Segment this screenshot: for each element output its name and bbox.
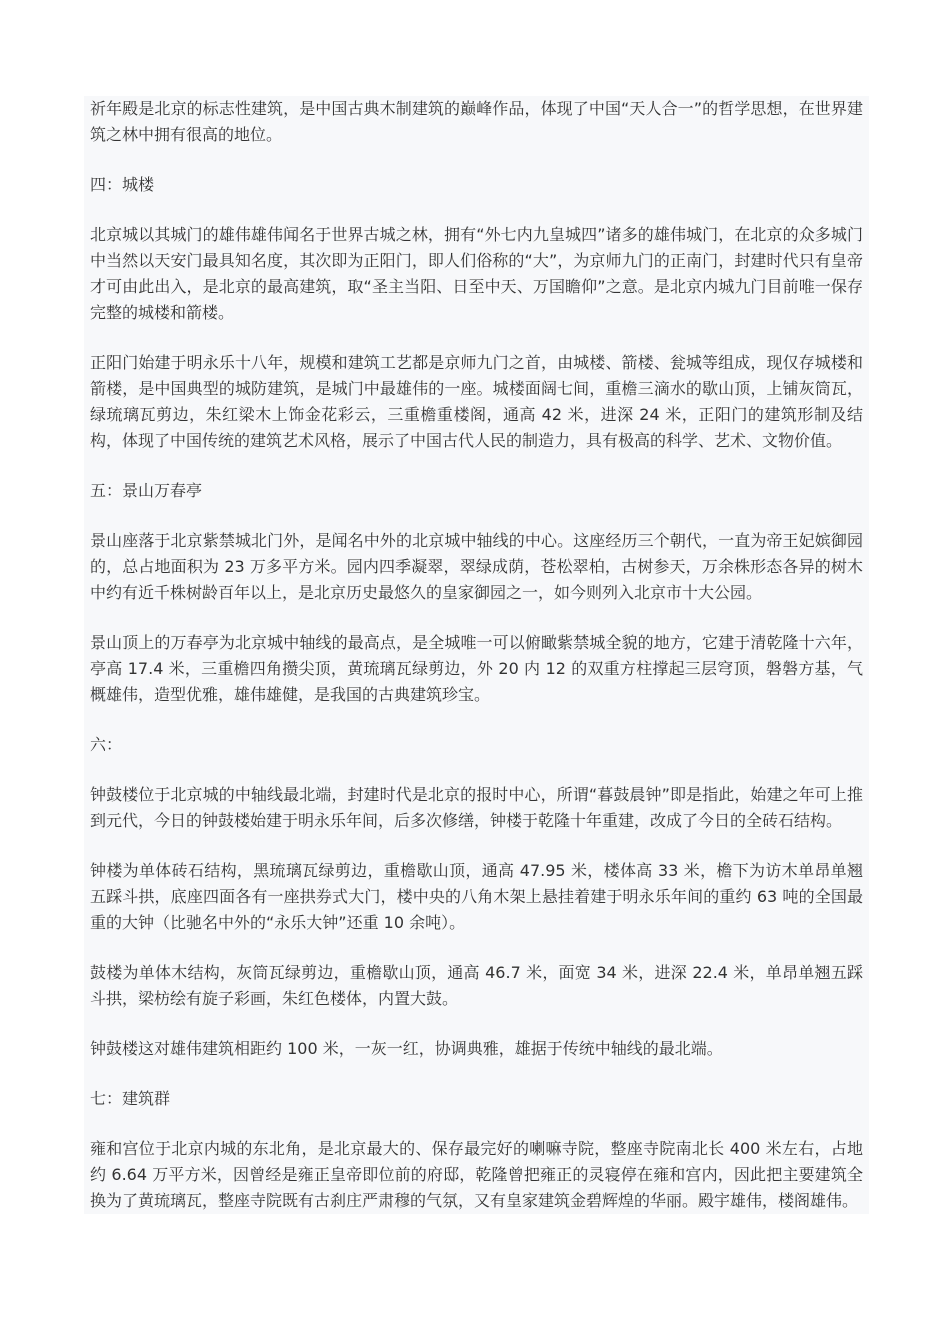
paragraph-qiniandian-intro: 祈年殿是北京的标志性建筑，是中国古典木制建筑的巅峰作品，体现了中国“天人合一”的哲学思想，在世界建筑之林中拥有很高的地位。: [90, 99, 863, 144]
paragraph-jingshan: 景山座落于北京紫禁城北门外，是闻名中外的北京城中轴线的中心。这座经历三个朝代，一直为帝王妃嫔御园的，总占地面积为 23 万多平方米。园内四季凝翠，翠绿成荫，苍松翠柏，古树参天，万余株形态各异的树木中约有近千株树龄百年以上，是北京历史最悠久的皇家御园之一，如今则列入北京市十大公园。: [90, 531, 863, 602]
section-heading-chenglou: 四：城楼: [90, 175, 155, 194]
paragraph-zhengyangmen: 正阳门始建于明永乐十八年，规模和建筑工艺都是京师九门之首，由城楼、箭楼、瓮城等组成，现仅存城楼和箭楼，是中国典型的城防建筑，是城门中最雄伟的一座。城楼面阔七间，重檐三滴水的歇山顶，上铺灰筒瓦，绿琉璃瓦剪边，朱红梁木上饰金花彩云，三重檐重楼阁，通高 42 米，进深 24 米，正阳门的建筑形制及结构，体现了中国传统的建筑艺术风格，展示了中国古代人民的制造力，具有极高的科学、艺术、文物价值。: [90, 353, 863, 450]
paragraph-wanchunting: 景山顶上的万春亭为北京城中轴线的最高点，是全城唯一可以俯瞰紫禁城全貌的地方，它建于清乾隆十六年，亭高 17.4 米，三重檐四角攒尖顶，黄琉璃瓦绿剪边，外 20 内 12 的双重方柱撑起三层穹顶，磐磐方基，气概雄伟，造型优雅，雄伟雄健，是我国的古典建筑珍宝。: [90, 633, 863, 704]
paragraph-yonghegong: 雍和宫位于北京内城的东北角，是北京最大的、保存最完好的喇嘛寺院，整座寺院南北长 400 米左右，占地约 6.64 万平方米，因曾经是雍正皇帝即位前的府邸，乾隆曾把雍正的灵寝停在雍和宫内，因此把主要建筑全换为了黄琉璃瓦，整座寺院既有古刹庄严肃穆的气氛，又有皇家建筑金碧辉煌的华丽。殿宇雄伟，楼阁雄伟。: [90, 1139, 863, 1210]
paragraph-zhonglou: 钟楼为单体砖石结构，黑琉璃瓦绿剪边，重檐歇山顶，通高 47.95 米，楼体高 33 米，檐下为访木单昂单翘五踩斗拱，底座四面各有一座拱券式大门，楼中央的八角木架上悬挂着建于明永乐年间的重约 63 吨的全国最重的大钟（比驰名中外的“永乐大钟”还重 10 余吨）。: [90, 861, 863, 932]
section-heading-jianzhuqun: 七：建筑群: [90, 1089, 171, 1108]
paragraph-chengmen: 北京城以其城门的雄伟雄伟闻名于世界古城之林，拥有“外七内九皇城四”诸多的雄伟城门，在北京的众多城门中当然以天安门最具知名度，其次即为正阳门，即人们俗称的“大”，为京师九门的正南门，封建时代只有皇帝才可由此出入，是北京的最高建筑，取“圣主当阳、日至中天、万国瞻仰”之意。是北京内城九门目前唯一保存完整的城楼和箭楼。: [90, 225, 863, 322]
paragraph-distance: 钟鼓楼这对雄伟建筑相距约 100 米，一灰一红，协调典雅，雄据于传统中轴线的最北端。: [90, 1039, 723, 1058]
section-heading-six: 六：: [90, 735, 123, 754]
paragraph-zhonggulou: 钟鼓楼位于北京城的中轴线最北端，封建时代是北京的报时中心，所谓“暮鼓晨钟”即是指此，始建之年可上推到元代，今日的钟鼓楼始建于明永乐年间，后多次修缮，钟楼于乾隆十年重建，改成了今日的全砖石结构。: [90, 785, 863, 830]
section-heading-jingshan: 五：景山万春亭: [90, 481, 203, 500]
paragraph-gulou: 鼓楼为单体木结构，灰筒瓦绿剪边，重檐歇山顶，通高 46.7 米，面宽 34 米，进深 22.4 米，单昂单翘五踩斗拱，梁枋绘有旋子彩画，朱红色楼体，内置大鼓。: [90, 963, 863, 1008]
document-body: [84, 96, 869, 1214]
